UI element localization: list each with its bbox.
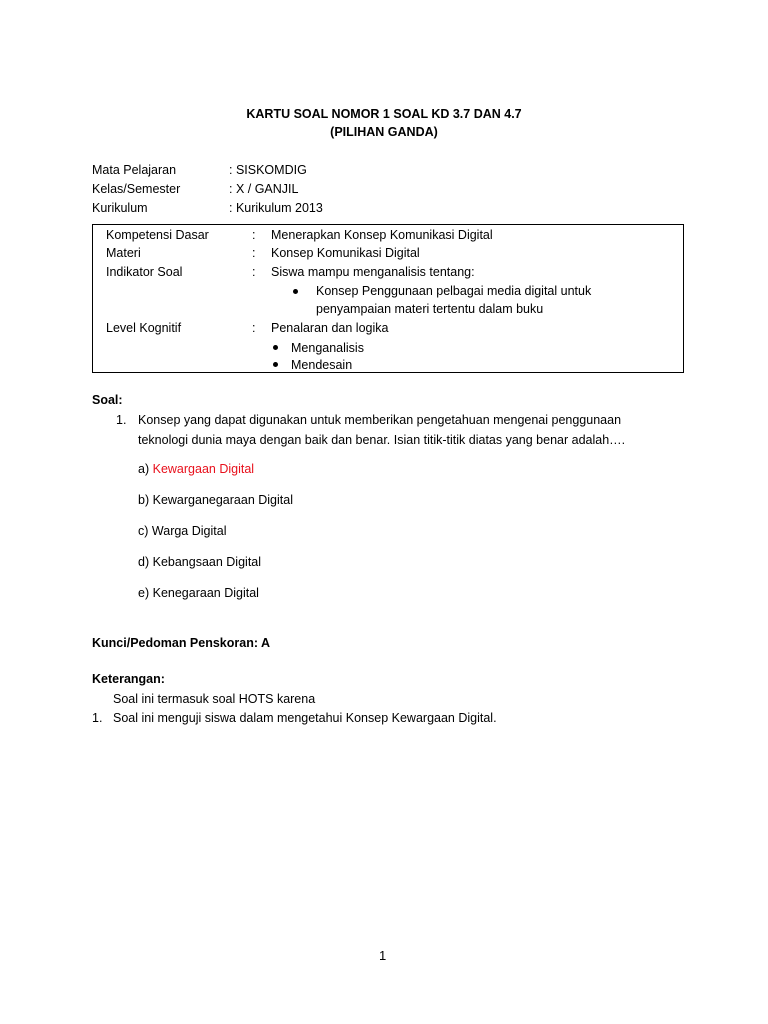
kelas-value: : X / GANJIL xyxy=(229,182,299,196)
bullet-icon xyxy=(273,362,278,367)
level-colon: : xyxy=(252,321,256,335)
materi-value: Konsep Komunikasi Digital xyxy=(271,246,420,260)
option-prefix: e) xyxy=(138,586,150,600)
card-subtitle: (PILIHAN GANDA) xyxy=(330,125,438,139)
option-b xyxy=(138,492,293,508)
indikator-label: Indikator Soal xyxy=(106,265,183,279)
kd-label: Kompetensi Dasar xyxy=(106,228,209,242)
option-text: Kebangsaan Digital xyxy=(152,555,262,569)
question-line1: Konsep yang dapat digunakan untuk memberikan pengetahuan mengenai penggunaan xyxy=(138,413,622,427)
kd-value: Menerapkan Konsep Komunikasi Digital xyxy=(271,228,493,242)
kelas-label: Kelas/Semester xyxy=(92,182,181,196)
mata-pelajaran-label: Mata Pelajaran xyxy=(92,163,177,177)
materi-label: Materi xyxy=(106,246,141,260)
soal-label: Soal: xyxy=(92,393,123,407)
keterangan-intro: Soal ini termasuk soal HOTS karena xyxy=(113,692,316,706)
kurikulum-value: : Kurikulum 2013 xyxy=(229,201,323,215)
answer-key: Kunci/Pedoman Penskoran: A xyxy=(92,636,271,650)
mata-pelajaran-value: : SISKOMDIG xyxy=(229,163,307,177)
option-text: Kewarganegaraan Digital xyxy=(152,493,293,507)
option-prefix: b) xyxy=(138,493,150,507)
keterangan-item: Soal ini menguji siswa dalam mengetahui Konsep Kewargaan Digital. xyxy=(113,711,497,725)
option-a xyxy=(138,461,254,477)
option-e xyxy=(138,585,259,601)
level-label: Level Kognitif xyxy=(106,321,182,335)
question-number: 1. xyxy=(116,413,127,427)
level-bullet-item: Mendesain xyxy=(291,358,353,372)
indikator-bullet-line1: Konsep Penggunaan pelbagai media digital untuk xyxy=(316,284,592,298)
keterangan-number: 1. xyxy=(92,711,103,725)
page-number: 1 xyxy=(379,948,387,963)
kurikulum-label: Kurikulum xyxy=(92,201,148,215)
materi-colon: : xyxy=(252,246,256,260)
option-text: Kenegaraan Digital xyxy=(152,586,259,600)
kd-colon: : xyxy=(252,228,256,242)
option-text-correct: Kewargaan Digital xyxy=(152,462,255,476)
bullet-icon xyxy=(273,345,278,350)
keterangan-label: Keterangan: xyxy=(92,672,165,686)
level-bullet-item: Menganalisis xyxy=(291,341,364,355)
option-c xyxy=(138,523,226,539)
option-text: Warga Digital xyxy=(151,524,227,538)
indikator-bullet-line2: penyampaian materi tertentu dalam buku xyxy=(316,302,544,316)
card-title: KARTU SOAL NOMOR 1 SOAL KD 3.7 DAN 4.7 xyxy=(246,107,522,121)
option-d xyxy=(138,554,261,570)
option-prefix: d) xyxy=(138,555,150,569)
option-prefix: a) xyxy=(138,462,150,476)
bullet-icon xyxy=(293,289,298,294)
option-prefix: c) xyxy=(138,524,149,538)
question-line2: teknologi dunia maya dengan baik dan benar. Isian titik-titik diatas yang benar adalah…. xyxy=(138,433,626,447)
indikator-colon: : xyxy=(252,265,256,279)
indikator-value: Siswa mampu menganalisis tentang: xyxy=(271,265,475,279)
level-value: Penalaran dan logika xyxy=(271,321,389,335)
